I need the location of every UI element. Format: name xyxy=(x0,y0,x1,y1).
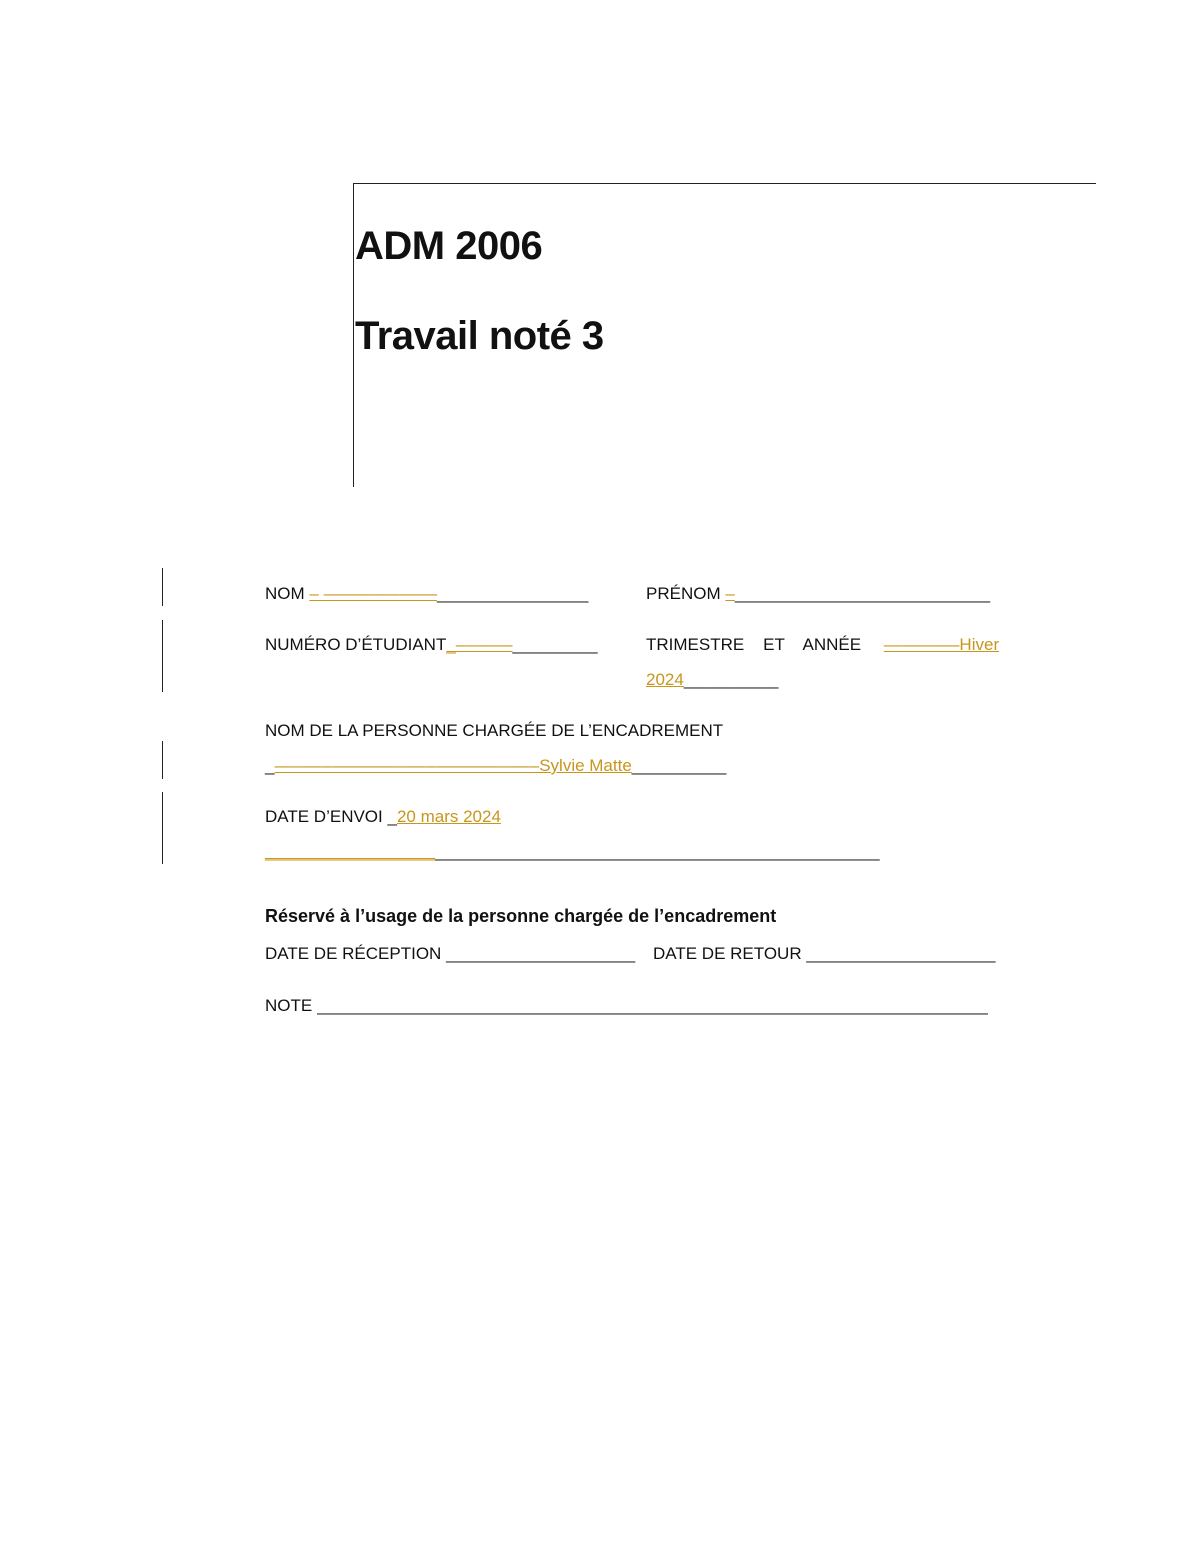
date-envoi-inserted-line: __________________ xyxy=(265,842,436,861)
trimestre-value-line2: 2024 xyxy=(646,670,684,689)
title-frame-left-rule xyxy=(353,183,354,487)
date-envoi-value: 20 mars 2024 xyxy=(396,807,501,826)
change-bar xyxy=(162,620,163,692)
trimestre-field[interactable] xyxy=(646,634,999,656)
prenom-label: PRÉNOM xyxy=(646,584,721,603)
assignment-title: Travail noté 3 xyxy=(355,314,604,358)
date-envoi-line[interactable] xyxy=(265,841,880,863)
trimestre-blank-line: __________ xyxy=(683,670,779,689)
prenom-blank-line: ___________________________ xyxy=(734,584,991,603)
note-field[interactable] xyxy=(265,995,988,1017)
encadrement-value: ––––––––––––––––––––––––––––Sylvie Matte xyxy=(274,756,632,775)
date-retour-label: DATE DE RETOUR xyxy=(653,944,802,963)
date-envoi-blank-line: _______________________________________________ xyxy=(435,842,880,861)
trimestre-field-line2[interactable] xyxy=(646,669,778,691)
numero-etudiant-value: _–––––– xyxy=(446,635,513,654)
change-bar xyxy=(162,568,163,606)
nom-blank-line: ________________ xyxy=(437,584,589,603)
reserved-section-heading: Réservé à l’usage de la personne chargée de l’encadrement xyxy=(265,906,777,926)
date-retour-field[interactable] xyxy=(653,943,995,965)
numero-etudiant-blank-line: _________ xyxy=(512,635,598,654)
trimestre-label: TRIMESTRE ET ANNÉE xyxy=(646,635,862,654)
date-reception-label: DATE DE RÉCEPTION xyxy=(265,944,442,963)
date-reception-blank-line: ____________________ xyxy=(446,944,636,963)
encadrement-field[interactable]: _––––––––––––––––––––––––––––Sylvie Matte__________ xyxy=(265,756,727,775)
encadrement-blank-line: __________ xyxy=(631,756,727,775)
date-envoi-field[interactable]: DATE D’ENVOI _20 mars 2024 xyxy=(265,807,501,826)
prenom-field[interactable] xyxy=(646,583,990,605)
numero-etudiant-field[interactable] xyxy=(265,634,598,656)
change-bar xyxy=(162,741,163,779)
nom-label: NOM xyxy=(265,584,305,603)
course-title: ADM 2006 xyxy=(355,224,543,268)
encadrement-label: NOM DE LA PERSONNE CHARGÉE DE L’ENCADREMENT xyxy=(265,721,724,740)
trimestre-value-line1: ––––––––Hiver xyxy=(883,635,1000,654)
prenom-value: – xyxy=(725,584,735,603)
nom-value: – –––––––––––– xyxy=(309,584,438,603)
date-envoi-label: DATE D’ENVOI xyxy=(265,807,383,826)
note-label: NOTE xyxy=(265,996,313,1015)
title-frame-top-rule xyxy=(353,183,1096,184)
date-retour-blank-line: ____________________ xyxy=(806,944,996,963)
nom-field[interactable] xyxy=(265,583,588,605)
numero-etudiant-label: NUMÉRO D’ÉTUDIANT xyxy=(265,635,447,654)
note-blank-line: _______________________________________________________________________ xyxy=(316,996,989,1015)
date-reception-field[interactable] xyxy=(265,943,635,965)
change-bar xyxy=(162,792,163,864)
